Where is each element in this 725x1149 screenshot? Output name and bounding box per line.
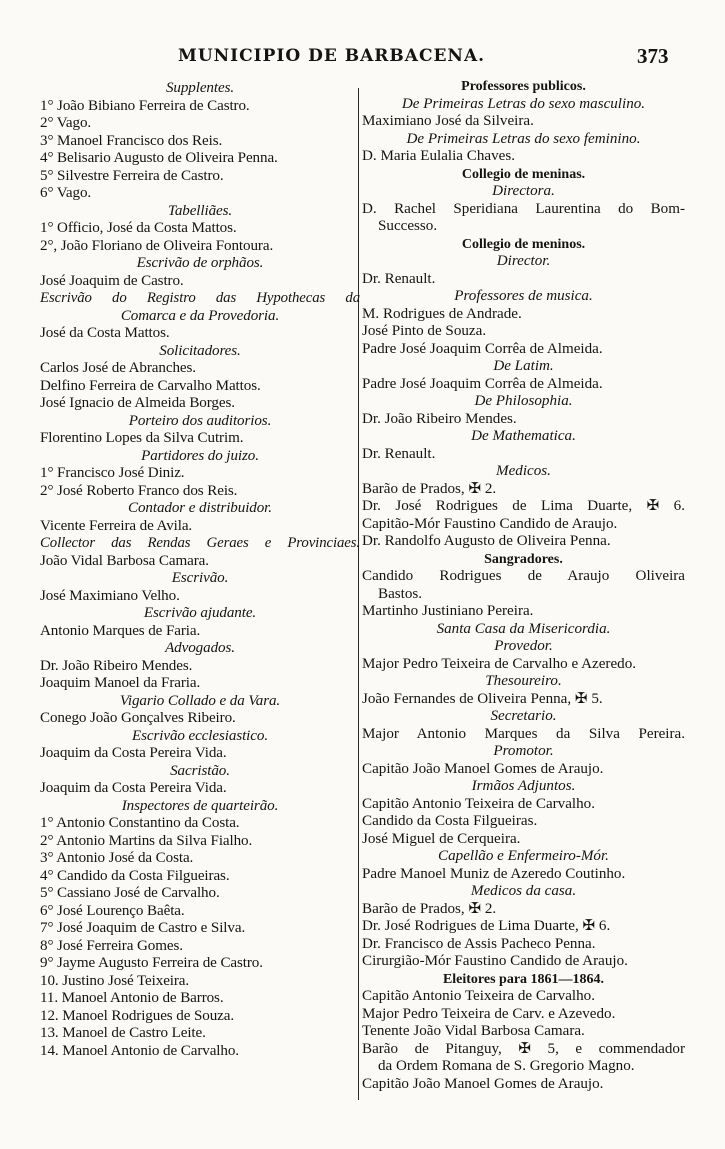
- entry-line: Capitão João Manoel Gomes de Araujo.: [362, 760, 604, 777]
- entry-line: Capitão João Manoel Gomes de Araujo.: [362, 1075, 604, 1092]
- section-heading: Capellão e Enfermeiro-Mór.: [438, 848, 609, 864]
- section-heading: De Mathematica.: [471, 428, 576, 444]
- entry-line: Candido da Costa Filgueiras.: [362, 813, 538, 829]
- entry-line: Dr. João Ribeiro Mendes.: [362, 410, 517, 427]
- entry-line: 10. Justino José Teixeira.: [40, 972, 190, 989]
- entry-line: João Vidal Barbosa Camara.: [40, 552, 209, 569]
- entry-line: Successo.: [378, 218, 438, 234]
- left-column: [40, 80, 360, 1060]
- section-heading: Solicitadores.: [159, 342, 241, 359]
- section-heading: Professores de musica.: [454, 288, 593, 304]
- entry-line: José Joaquim de Castro.: [40, 272, 184, 289]
- section-heading: Irmãos Adjuntos.: [471, 778, 576, 794]
- section-heading: Contador e distribuidor.: [128, 500, 272, 516]
- entry-line: Dr. José Rodrigues de Lima Duarte, ✠ 6.: [362, 918, 611, 934]
- entry-line: 1° João Bibiano Ferreira de Castro.: [40, 97, 250, 114]
- entry-line: 2° Antonio Martins da Silva Fialho.: [40, 832, 253, 849]
- section-heading: Escrivão ajudante.: [143, 605, 257, 621]
- right-column: [362, 78, 685, 1093]
- section-heading: Supplentes.: [165, 80, 235, 96]
- entry-line: Capitão Antonio Teixeira de Carvalho.: [362, 795, 595, 812]
- entry-line: Major Antonio Marques da Silva Pereira.: [362, 725, 685, 742]
- entry-line: 11. Manoel Antonio de Barros.: [40, 990, 224, 1006]
- section-heading: Collector das Rendas Geraes e Provinciaes.: [40, 535, 360, 551]
- entry-line: 4° Belisario Augusto de Oliveira Penna.: [40, 150, 278, 166]
- entry-line: Vicente Ferreira de Avila.: [40, 517, 193, 534]
- section-heading: De Primeiras Letras do sexo masculino.: [401, 95, 646, 112]
- entry-line: 1° Officio, José da Costa Mattos.: [40, 220, 237, 236]
- section-heading: Inspectores de quarteirão.: [121, 797, 279, 814]
- entry-line: 6° José Lourenço Baêta.: [40, 902, 185, 919]
- entry-line: 7° José Joaquim de Castro e Silva.: [40, 920, 246, 936]
- entry-line: 3° Manoel Francisco dos Reis.: [40, 132, 223, 149]
- entry-line: Barão de Pitanguy, ✠ 5, e commendador: [362, 1040, 685, 1057]
- bold-heading: Eleitores para 1861—1864.: [442, 971, 605, 987]
- entry-line: 13. Manoel de Castro Leite.: [40, 1025, 206, 1041]
- entry-line: Joaquim da Costa Pereira Vida.: [40, 780, 227, 796]
- entry-line: D. Rachel Speridiana Laurentina do Bom-: [362, 200, 685, 217]
- entry-line: 12. Manoel Rodrigues de Souza.: [40, 1007, 235, 1024]
- page-number: 373: [637, 44, 669, 68]
- entry-line: Barão de Prados, ✠ 2.: [362, 900, 497, 917]
- section-heading: Escrivão ecclesiastico.: [131, 727, 268, 744]
- entry-line: Capitão Antonio Teixeira de Carvalho.: [362, 988, 595, 1004]
- entry-line: Capitão-Mór Faustino Candido de Araujo.: [362, 515, 618, 532]
- entry-line: Joaquim Manoel da Fraria.: [40, 675, 201, 691]
- section-heading: Secretario.: [490, 708, 557, 724]
- entry-line: Conego João Gonçalves Ribeiro.: [40, 710, 236, 726]
- entry-line: Padre José Joaquim Corrêa de Almeida.: [362, 340, 603, 357]
- section-heading: Partidores do juizo.: [141, 447, 259, 464]
- entry-line: 6° Vago.: [40, 185, 92, 201]
- section-heading: Santa Casa da Misericordia.: [436, 620, 611, 637]
- entry-line: José Maximiano Velho.: [40, 587, 180, 604]
- section-heading: Escrivão.: [171, 570, 229, 586]
- entry-line: Joaquim da Costa Pereira Vida.: [40, 745, 227, 761]
- entry-line: Dr. José Rodrigues de Lima Duarte, ✠ 6.: [362, 498, 685, 514]
- entry-line: Padre Manoel Muniz de Azeredo Coutinho.: [362, 865, 626, 882]
- entry-line: da Ordem Romana de S. Gregorio Magno.: [378, 1058, 635, 1074]
- bold-heading: Professores publicos.: [461, 79, 586, 94]
- entry-line: Martinho Justiniano Pereira.: [362, 603, 534, 619]
- entry-line: Dr. Francisco de Assis Pacheco Penna.: [362, 935, 596, 952]
- bold-heading: Collegio de meninas.: [461, 166, 586, 182]
- section-heading: Porteiro dos auditorios.: [128, 412, 272, 429]
- entry-line: João Fernandes de Oliveira Penna, ✠ 5.: [362, 690, 603, 707]
- section-heading: Advogados.: [165, 640, 235, 656]
- entry-line: 2° José Roberto Franco dos Reis.: [40, 482, 238, 499]
- entry-line: 1° Antonio Constantino da Costa.: [40, 815, 240, 831]
- section-heading: De Primeiras Letras do sexo feminino.: [406, 130, 641, 147]
- section-heading: Promotor.: [493, 743, 554, 759]
- entry-line: Dr. João Ribeiro Mendes.: [40, 657, 193, 674]
- entry-line: Antonio Marques de Faria.: [40, 622, 201, 639]
- section-heading: Directora.: [492, 183, 555, 199]
- section-heading: Director.: [496, 253, 551, 269]
- entry-line: 1° Francisco José Diniz.: [40, 465, 185, 481]
- entry-line: Barão de Prados, ✠ 2.: [362, 480, 497, 497]
- section-heading: Vigario Collado e da Vara.: [119, 692, 281, 709]
- entry-line: Candido Rodrigues de Araujo Oliveira: [362, 568, 685, 584]
- section-heading: Escrivão do Registro das Hypothecas da: [40, 290, 360, 306]
- section-heading: Thesoureiro.: [485, 673, 562, 689]
- entry-line: Major Pedro Teixeira de Carv. e Azevedo.: [362, 1005, 616, 1022]
- entry-line: José Pinto de Souza.: [362, 323, 487, 339]
- section-heading: De Latim.: [493, 358, 554, 374]
- entry-line: 4° Candido da Costa Filgueiras.: [40, 867, 230, 884]
- entry-line: 9° Jayme Augusto Ferreira de Castro.: [40, 955, 263, 971]
- entry-line: Dr. Renault.: [362, 270, 436, 287]
- entry-line: Carlos José de Abranches.: [40, 360, 196, 376]
- page-header: [0, 40, 725, 70]
- running-title: MUNICIPIO DE BARBACENA.: [178, 46, 486, 66]
- entry-line: M. Rodrigues de Andrade.: [362, 305, 522, 322]
- entry-line: 2°, João Floriano de Oliveira Fontoura.: [40, 237, 274, 254]
- entry-line: José Ignacio de Almeida Borges.: [40, 395, 235, 411]
- section-heading: Provedor.: [494, 638, 553, 654]
- entry-line: Cirurgião-Mór Faustino Candido de Araujo.: [362, 953, 628, 969]
- bold-heading: Sangradores.: [484, 551, 563, 567]
- bold-heading: Collegio de meninos.: [461, 236, 586, 252]
- entry-line: Bastos.: [378, 585, 423, 602]
- entry-line: 5° Cassiano José de Carvalho.: [40, 885, 220, 901]
- entry-line: Dr. Randolfo Augusto de Oliveira Penna.: [362, 533, 611, 549]
- section-heading: De Philosophia.: [474, 393, 573, 409]
- section-heading: Medicos.: [496, 463, 551, 479]
- entry-line: José Miguel de Cerqueira.: [362, 830, 521, 847]
- entry-line: Maximiano José da Silveira.: [362, 113, 534, 129]
- entry-line: 8° José Ferreira Gomes.: [40, 937, 183, 954]
- entry-line: Florentino Lopes da Silva Cutrim.: [40, 430, 244, 446]
- entry-line: Padre José Joaquim Corrêa de Almeida.: [362, 375, 603, 392]
- section-heading: Comarca e da Provedoria.: [120, 307, 280, 324]
- entry-line: 3° Antonio José da Costa.: [40, 850, 194, 866]
- entry-line: Tenente João Vidal Barbosa Camara.: [362, 1023, 585, 1039]
- entry-line: 5° Silvestre Ferreira de Castro.: [40, 167, 224, 184]
- section-heading: Sacristão.: [170, 762, 230, 779]
- entry-line: 2° Vago.: [40, 115, 92, 131]
- entry-line: Dr. Renault.: [362, 445, 436, 462]
- entry-line: 14. Manoel Antonio de Carvalho.: [40, 1042, 239, 1059]
- section-heading: Escrivão de orphãos.: [136, 255, 264, 271]
- section-heading: Medicos da casa.: [470, 883, 577, 899]
- entry-line: José da Costa Mattos.: [40, 325, 170, 341]
- section-heading: Tabelliães.: [167, 202, 233, 219]
- entry-line: D. Maria Eulalia Chaves.: [362, 148, 515, 164]
- entry-line: Delfino Ferreira de Carvalho Mattos.: [40, 377, 261, 394]
- entry-line: Major Pedro Teixeira de Carvalho e Azeredo.: [362, 655, 637, 672]
